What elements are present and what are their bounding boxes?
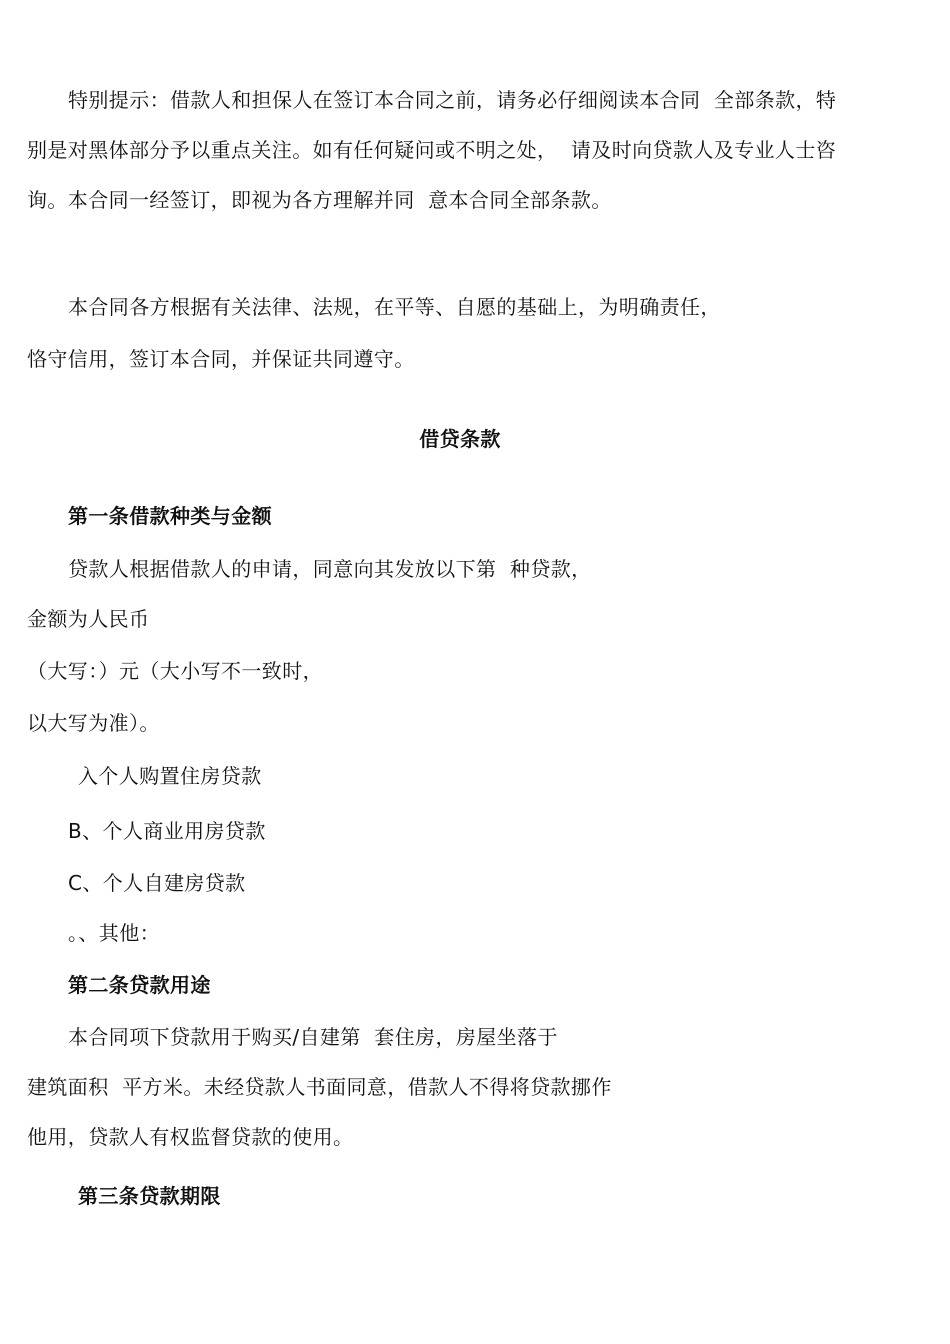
- notice-line-2: 别是对黑体部分予以重点关注。如有任何疑问或不明之处， 请及时向贷款人及专业人士咨: [27, 138, 837, 162]
- preamble-line-1: 本合同各方根据有关法律、法规，在平等、自愿的基础上，为明确责任，: [68, 295, 721, 319]
- loan-option-c: C、个人自建房贷款: [68, 871, 246, 895]
- article-2-line-2: 建筑面积 平方米。未经贷款人书面同意，借款人不得将贷款挪作: [27, 1075, 612, 1099]
- article-2-line-3: 他用，贷款人有权监督贷款的使用。: [27, 1125, 354, 1149]
- section-title: 借贷条款: [419, 427, 501, 451]
- article-1-line-2: 金额为人民币: [27, 607, 150, 631]
- article-1-line-3: （大写：）元（大小写不一致时，: [27, 659, 323, 683]
- article-2-heading: 第二条贷款用途: [68, 973, 211, 997]
- notice-line-1: 特别提示：借款人和担保人在签订本合同之前，请务必仔细阅读本合同 全部条款，特: [68, 88, 837, 112]
- loan-option-b: B、个人商业用房贷款: [68, 819, 266, 843]
- article-1-heading: 第一条借款种类与金额: [68, 504, 272, 528]
- article-1-line-4: 以大写为准）。: [27, 711, 160, 735]
- article-2-line-1: 本合同项下贷款用于购买/自建第 套住房，房屋坐落于: [68, 1025, 558, 1049]
- notice-line-3: 询。本合同一经签订，即视为各方理解并同 意本合同全部条款。: [27, 188, 612, 212]
- loan-option-d: 。、其他：: [68, 921, 160, 945]
- article-3-heading: 第三条贷款期限: [78, 1184, 221, 1208]
- article-1-line-1: 贷款人根据借款人的申请，同意向其发放以下第 种贷款，: [68, 557, 592, 581]
- loan-option-a: 入个人购置住房贷款: [78, 764, 262, 788]
- preamble-line-2: 恪守信用，签订本合同，并保证共同遵守。: [27, 347, 415, 371]
